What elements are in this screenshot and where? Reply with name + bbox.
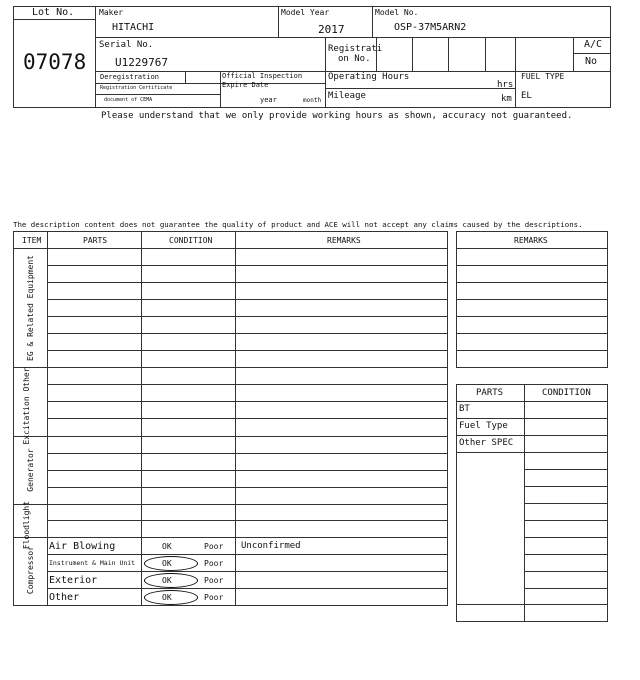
fuel-type-value: EL	[521, 91, 532, 101]
hrs-label: hrs	[497, 80, 514, 90]
right-part-fuel-type: Fuel Type	[459, 421, 508, 431]
right-part-bt: BT	[459, 404, 470, 414]
serial-no-value: U1229767	[115, 56, 168, 69]
maker-label: Maker	[99, 8, 124, 17]
section-excitation-other: Excitation Other	[22, 367, 31, 445]
section-eg-related-equipment: EG & Related Equipment	[26, 255, 35, 361]
right-remarks-header: REMARKS	[514, 236, 548, 245]
poor-option: Poor	[204, 593, 224, 602]
ok-option: OK	[162, 593, 172, 602]
ok-option: OK	[162, 576, 172, 585]
item-header: ITEM	[22, 236, 42, 245]
poor-option: Poor	[204, 542, 224, 551]
model-no-label: Model No.	[375, 8, 419, 17]
lot-no-label: Lot No.	[32, 7, 75, 18]
model-no-value: OSP-37M5ARN2	[394, 22, 467, 33]
model-year-label: Model Year	[281, 8, 330, 17]
poor-option: Poor	[204, 576, 224, 585]
deregistration-label: Deregistration	[100, 73, 160, 81]
ac-value: No	[585, 56, 598, 67]
disclaimer-text: The description content does not guarantee the quality of product and ACE will not accept any claims caused by the descriptions.	[13, 220, 583, 229]
serial-no-label: Serial No.	[99, 40, 154, 50]
remark-unconfirmed: Unconfirmed	[241, 541, 301, 551]
month-label: month	[303, 97, 322, 104]
inspection-label: Official Inspection	[222, 72, 303, 80]
lot-no-value: 07078	[23, 50, 87, 74]
right-part-other-spec: Other SPEC	[459, 438, 514, 448]
fuel-type-label: FUEL TYPE	[521, 72, 565, 81]
working-hours-note: Please understand that we only provide working hours as shown, accuracy not guaranteed.	[101, 111, 573, 121]
poor-option: Poor	[204, 559, 224, 568]
inspection-label-2: Expire Date	[222, 81, 269, 89]
registration-no-label-2: on No.	[338, 54, 371, 64]
operating-hours-label: Operating Hours	[328, 72, 410, 82]
registration-no-label: Registrati	[328, 44, 383, 54]
section-compressor: Compressor	[26, 545, 35, 595]
maker-value: HITACHI	[112, 22, 155, 33]
parts-header: PARTS	[83, 236, 108, 245]
part-exterior: Exterior	[49, 575, 98, 586]
document-cema-label: document of CEMA	[104, 97, 153, 103]
right-parts-header: PARTS	[476, 388, 504, 398]
model-year-value: 2017	[318, 23, 345, 36]
section-generator: Generator	[26, 448, 35, 492]
part-air-blowing: Air Blowing	[49, 541, 116, 552]
km-label: km	[501, 94, 512, 104]
condition-header: CONDITION	[169, 236, 213, 245]
ac-label: A/C	[584, 39, 603, 50]
part-instrument-main-unit: Instrument & Main Unit	[49, 559, 136, 567]
section-floodlight: Floodlight	[22, 500, 31, 550]
registration-certificate-label: Registration Certificate	[100, 85, 173, 91]
right-condition-header: CONDITION	[542, 388, 591, 398]
remarks-header: REMARKS	[327, 236, 361, 245]
ok-option: OK	[162, 559, 172, 568]
ok-option: OK	[162, 542, 172, 551]
year-label: year	[260, 96, 277, 104]
part-other: Other	[49, 592, 80, 603]
mileage-label: Mileage	[328, 91, 366, 101]
